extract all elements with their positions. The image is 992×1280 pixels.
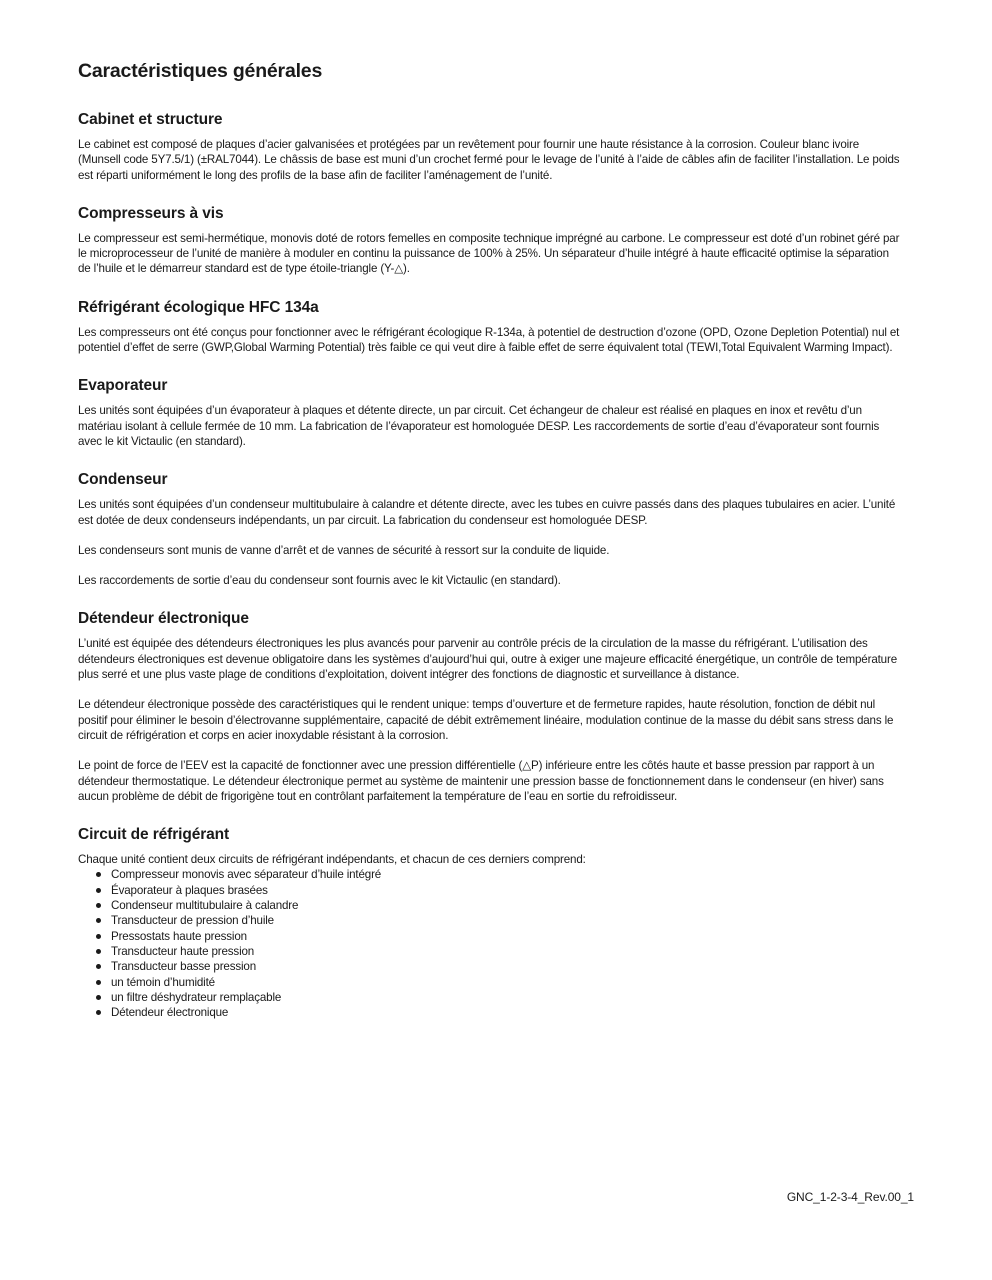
section-condenseur [78,471,904,588]
list-item: Compresseur monovis avec séparateur d’huile intégré [96,867,904,882]
section-circuit [78,826,904,1020]
document-page [78,60,904,1020]
bullet-icon [96,888,101,893]
bullet-icon [96,903,101,908]
paragraph: Les raccordements de sortie d’eau du condenseur sont fournis avec le kit Victaulic (en standard). [78,574,561,588]
section-cabinet [78,111,904,183]
list-item: Condenseur multitubulaire à calandre [96,898,904,913]
bullet-icon [96,918,101,923]
paragraph: Les unités sont équipées d’un condenseur multitubulaire à calandre et détente directe, avec les tubes en cuivre passés dans des plaques tubulaires en acier. L’unité est dotée de deux condenseurs indépendants, un par circuit. La fabrication du condenseur est homologuée DESP. [78,498,896,527]
list-item: un témoin d’humidité [96,975,904,990]
list-item: Transducteur de pression d’huile [96,913,904,928]
list-item: un filtre déshydrateur remplaçable [96,990,904,1005]
bullet-icon [96,949,101,954]
bullet-icon [96,1010,101,1015]
bullet-icon [96,934,101,939]
section-heading: Circuit de réfrigérant [78,826,230,844]
section-refrigerant [78,299,904,356]
section-heading: Réfrigérant écologique HFC 134a [78,298,319,316]
paragraph: Le point de force de l’EEV est la capacité de fonctionner avec une pression différentielle (△P) inférieure entre les côtés haute et basse pression par rapport à un détendeur thermostatique. Le détendeur électronique permet au système de maintenir une pression basse de fonctionnement dans le condenseur (en hiver) sans aucun problème de débit de frigorigène tout en contrôlant parfaitement la température de l’eau en sortie du refroidisseur. [78,759,884,803]
component-list [78,867,904,1020]
list-item: Transducteur haute pression [96,944,904,959]
section-heading: Evaporateur [78,377,168,395]
section-heading: Compresseurs à vis [78,204,224,222]
section-heading: Détendeur électronique [78,610,249,628]
bullet-icon [96,980,101,985]
section-compresseurs [78,205,904,277]
page-footer-reference: GNC_1-2-3-4_Rev.00_1 [786,1190,914,1204]
paragraph: Les unités sont équipées d’un évaporateur à plaques et détente directe, un par circuit. Cet échangeur de chaleur est réalisé en plaques en inox et revêtu d’un matériau isolant à cellule fermée de 10 mm. La fabrication de l’évaporateur est homologuée DESP. Les raccordements de sortie d’eau d’évaporateur sont fournis avec le kit Victaulic (en standard). [78,404,880,448]
page-title: Caractéristiques générales [78,60,323,82]
paragraph: Le compresseur est semi-hermétique, monovis doté de rotors femelles en composite technique imprégné au carbone. Le compresseur est doté d’un robinet géré par le microprocesseur de l’unité de manière à moduler en continu la puissance de 100% à 25%. Un séparateur d’huile intégré à haute efficacité optimise la séparation de l’huile et le démarreur standard est de type étoile-triangle (Y-△). [78,231,900,276]
section-detendeur [78,610,904,804]
section-heading: Condenseur [78,471,168,489]
bullet-icon [96,872,101,877]
list-item: Transducteur basse pression [96,959,904,974]
paragraph: Les condenseurs sont munis de vanne d’arrêt et de vannes de sécurité à ressort sur la conduite de liquide. [78,543,610,557]
paragraph: Le cabinet est composé de plaques d’acier galvanisées et protégées par un revêtement pour fournir une haute résistance à la corrosion. Couleur blanc ivoire (Munsell code 5Y7.5/1) (±RAL7044). Le châssis de base est muni d’un crochet fermé pour le levage de l’unité à l’aide de câbles afin de faciliter l’installation. Le poids est réparti uniformément le long des profils de la base afin de faciliter l’aménagement de l’unité. [78,138,900,182]
list-item: Pressostats haute pression [96,929,904,944]
paragraph: Le détendeur électronique possède des caractéristiques qui le rendent unique: temps d’ouverture et de fermeture rapides, haute résolution, fonction de débit nul positif pour éliminer le besoin d’électrovanne supplémentaire, capacité de débit extrêmement linéaire, modulation continue de la masse du débit sans stress dans le circuit de réfrigération et corps en acier inoxydable résistant à la corrosion. [78,698,894,742]
list-item: Évaporateur à plaques brasées [96,883,904,898]
paragraph: Les compresseurs ont été conçus pour fonctionner avec le réfrigérant écologique R-134a, à potentiel de destruction d’ozone (OPD, Ozone Depletion Potential) nul et potentiel d’effet de serre (GWP,Global Warming Potential) très faible ce qui veut dire à faible effet de serre équivalent total (TEWI,Total Equivalent Warming Impact). [78,325,900,355]
paragraph: L’unité est équipée des détendeurs électroniques les plus avancés pour parvenir au contrôle précis de la circulation de la masse du réfrigérant. L’utilisation des détendeurs électroniques est devenue obligatoire dans les systèmes d’aujourd’hui qui, outre à exiger une majeure efficacité énergétique, un contrôle de température plus serré et une plus vaste plage de conditions d’exploitation, doivent intégrer des fonctions de diagnostic et surveillance à distance. [78,637,897,682]
bullet-icon [96,964,101,969]
bullet-icon [96,995,101,1000]
paragraph: Chaque unité contient deux circuits de réfrigérant indépendants, et chacun de ces derniers comprend: [78,853,586,867]
list-item: Détendeur électronique [96,1005,904,1020]
section-heading: Cabinet et structure [78,111,223,128]
section-evaporateur [78,377,904,449]
